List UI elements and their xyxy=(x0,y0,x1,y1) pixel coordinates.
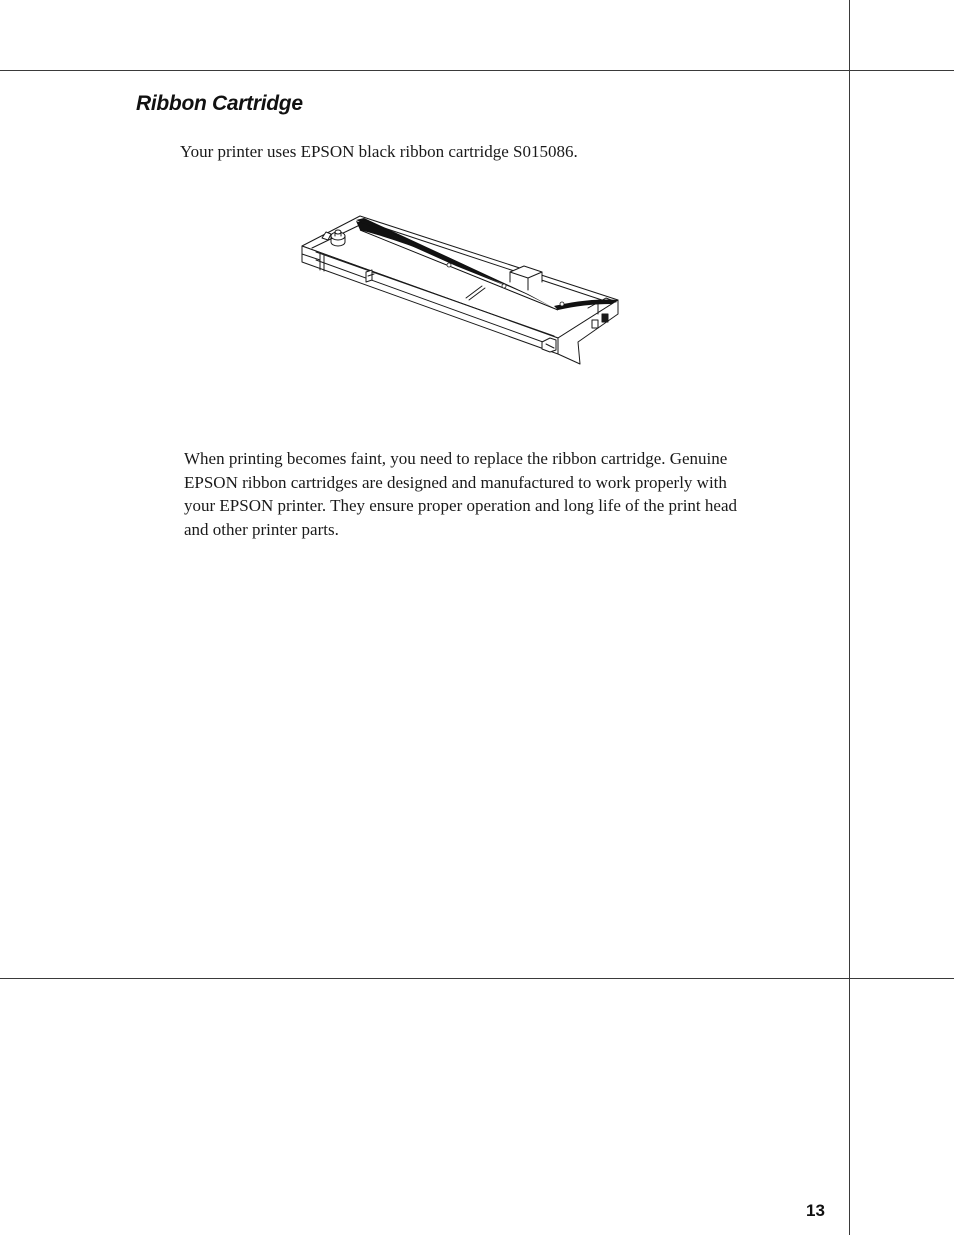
right-margin-rule xyxy=(849,0,850,1235)
body-line: and other printer parts. xyxy=(184,520,339,540)
intro-text: Your printer uses EPSON black ribbon cartridge S015086. xyxy=(180,142,578,161)
top-rule xyxy=(0,70,954,71)
body-line: EPSON ribbon cartridges are designed and manufactured to work properly with xyxy=(184,472,727,492)
ribbon-cartridge-figure xyxy=(296,208,636,373)
ribbon-cartridge-illustration-icon xyxy=(296,208,636,373)
body-paragraph xyxy=(184,447,824,542)
page-number: 13 xyxy=(806,1201,825,1220)
bottom-rule xyxy=(0,978,954,979)
section-title: Ribbon Cartridge xyxy=(136,92,303,115)
body-line: When printing becomes faint, you need to replace the ribbon cartridge. Genuine xyxy=(184,449,728,468)
body-line: your EPSON printer. They ensure proper operation and long life of the print head xyxy=(184,496,737,516)
